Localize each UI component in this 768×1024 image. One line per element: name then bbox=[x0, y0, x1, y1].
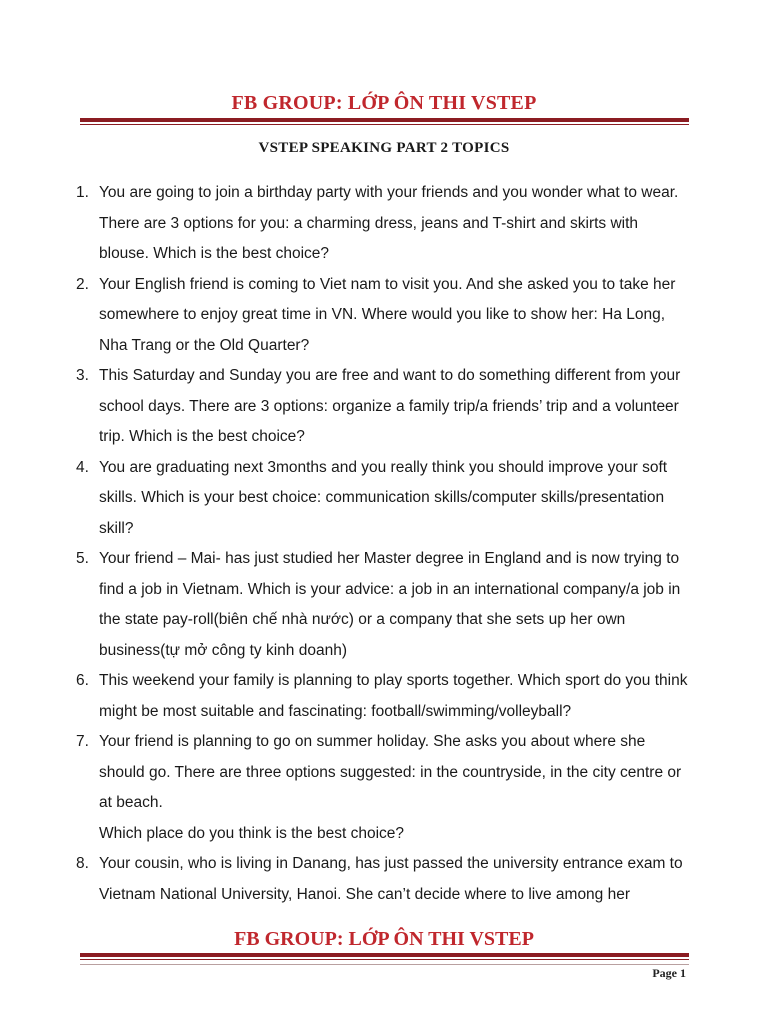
page-number: Page 1 bbox=[652, 966, 686, 980]
topic-item bbox=[72, 270, 692, 362]
topic-item bbox=[72, 666, 692, 727]
footer-page-rule bbox=[80, 964, 689, 965]
topic-number: 8. bbox=[76, 855, 89, 872]
topic-number: 5. bbox=[76, 550, 89, 567]
topic-text: Your friend – Mai- has just studied her Master degree in England and is now trying to find a job in Vietnam. Which is your advice: a job in an international company/a job in the state pay-roll(biên chế nhà nước) or a company that she sets up her own business(tự mở công ty kinh doanh) bbox=[99, 550, 681, 659]
footer-title: FB GROUP: LỚP ÔN THI VSTEP bbox=[234, 928, 534, 950]
topic-item bbox=[72, 727, 692, 849]
topic-number: 1. bbox=[76, 184, 89, 201]
topic-text: This Saturday and Sunday you are free and want to do something different from your school days. There are 3 options: organize a family trip/a friends’ trip and a volunteer trip. Which is the best choice? bbox=[99, 367, 681, 445]
document-title: VSTEP SPEAKING PART 2 TOPICS bbox=[258, 140, 510, 156]
footer-divider bbox=[80, 953, 689, 960]
topic-number: 4. bbox=[76, 458, 89, 476]
topic-text: You are going to join a birthday party with your friends and you wonder what to wear. There are 3 options for you: a charming dress, jeans and T-shirt and skirts with blouse. Which is the best choice? bbox=[99, 184, 679, 262]
topic-number: 6. bbox=[76, 672, 89, 689]
topic-item bbox=[72, 849, 692, 910]
header-title: FB GROUP: LỚP ÔN THI VSTEP bbox=[231, 92, 537, 114]
topic-number: 7. bbox=[76, 733, 89, 750]
topic-item bbox=[72, 361, 692, 453]
topic-text: Your English friend is coming to Viet nam to visit you. And she asked you to take her somewhere to enjoy great time in VN. Where would you like to show her: Ha Long, Nha Trang or the Old Quarter? bbox=[99, 275, 676, 354]
topic-list bbox=[72, 178, 692, 910]
topic-item bbox=[72, 453, 692, 545]
header-divider bbox=[80, 118, 689, 125]
topic-text: You are graduating next 3months and you really think you should improve your soft skills. Which is your best choice: communication skills/computer skills/presentation skill? bbox=[99, 458, 668, 537]
topic-number: 2. bbox=[76, 275, 89, 293]
topic-text: This weekend your family is planning to play sports together. Which sport do you think might be most suitable and fascinating: football/swimming/volleyball? bbox=[99, 672, 688, 720]
topic-number: 3. bbox=[76, 367, 89, 384]
topic-followup-question: Which place do you think is the best choice? bbox=[99, 824, 405, 842]
topic-item bbox=[72, 544, 692, 666]
topic-text: Your cousin, who is living in Danang, has just passed the university entrance exam to Vietnam National University, Hanoi. She can’t decide where to live among her bbox=[99, 855, 683, 903]
topic-text: Your friend is planning to go on summer holiday. She asks you about where she should go. There are three options suggested: in the countryside, in the city centre or at beach. bbox=[99, 733, 682, 811]
topic-item bbox=[72, 178, 692, 270]
